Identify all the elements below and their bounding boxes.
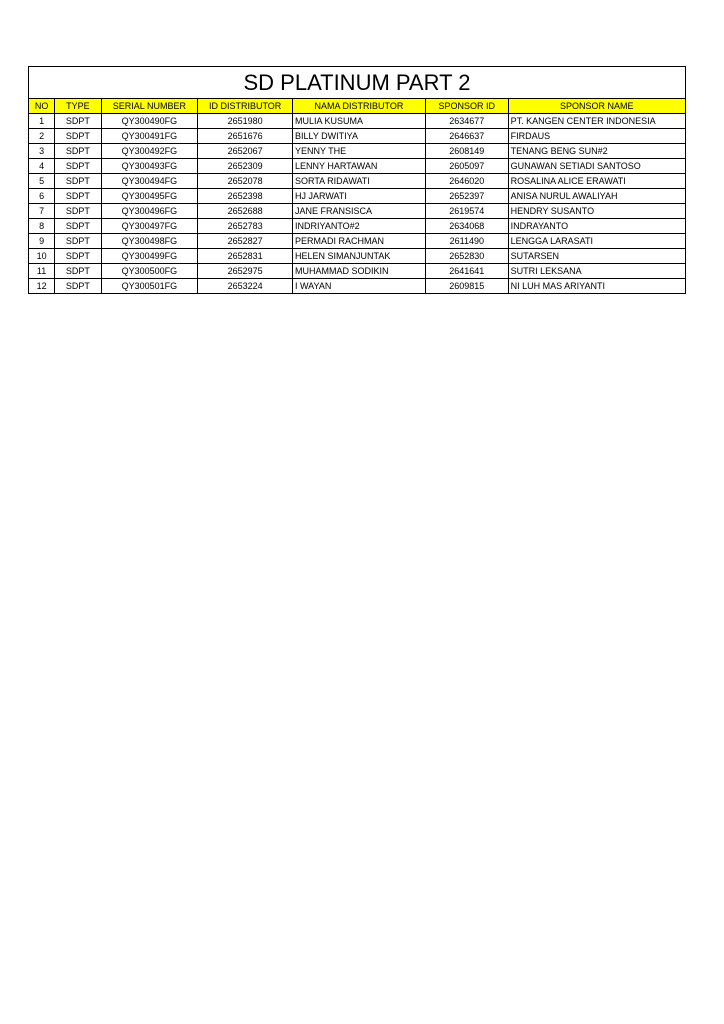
cell-no: 12 (29, 279, 55, 294)
cell-no: 9 (29, 234, 55, 249)
header-type: TYPE (55, 99, 101, 114)
table-body (29, 114, 686, 294)
cell-sponsor-id: 2652830 (425, 249, 508, 264)
cell-serial-number: QY300490FG (101, 114, 198, 129)
table-row (29, 204, 686, 219)
cell-type: SDPT (55, 174, 101, 189)
cell-sponsor-id: 2646020 (425, 174, 508, 189)
cell-serial-number: QY300491FG (101, 129, 198, 144)
table-row (29, 249, 686, 264)
cell-sponsor-id: 2652397 (425, 189, 508, 204)
cell-no: 3 (29, 144, 55, 159)
cell-no: 1 (29, 114, 55, 129)
cell-serial-number: QY300492FG (101, 144, 198, 159)
cell-serial-number: QY300498FG (101, 234, 198, 249)
table-row (29, 264, 686, 279)
cell-sponsor-id: 2634677 (425, 114, 508, 129)
cell-sponsor-name: NI LUH MAS ARIYANTI (508, 279, 685, 294)
cell-id-distributor: 2653224 (198, 279, 293, 294)
cell-no: 7 (29, 204, 55, 219)
cell-sponsor-name: LENGGA LARASATI (508, 234, 685, 249)
cell-id-distributor: 2652398 (198, 189, 293, 204)
cell-sponsor-name: SUTARSEN (508, 249, 685, 264)
cell-sponsor-name: PT. KANGEN CENTER INDONESIA (508, 114, 685, 129)
cell-no: 2 (29, 129, 55, 144)
header-id-distributor: ID DISTRIBUTOR (198, 99, 293, 114)
cell-type: SDPT (55, 129, 101, 144)
header-no: NO (29, 99, 55, 114)
cell-serial-number: QY300500FG (101, 264, 198, 279)
cell-serial-number: QY300497FG (101, 219, 198, 234)
cell-type: SDPT (55, 249, 101, 264)
cell-sponsor-id: 2619574 (425, 204, 508, 219)
cell-sponsor-name: INDRAYANTO (508, 219, 685, 234)
cell-nama-distributor: JANE FRANSISCA (292, 204, 425, 219)
cell-type: SDPT (55, 159, 101, 174)
page-title: SD PLATINUM PART 2 (29, 67, 686, 99)
cell-nama-distributor: I WAYAN (292, 279, 425, 294)
cell-nama-distributor: HJ JARWATI (292, 189, 425, 204)
table-row (29, 114, 686, 129)
cell-nama-distributor: MUHAMMAD SODIKIN (292, 264, 425, 279)
cell-nama-distributor: SORTA RIDAWATI (292, 174, 425, 189)
cell-type: SDPT (55, 279, 101, 294)
cell-sponsor-id: 2646637 (425, 129, 508, 144)
cell-id-distributor: 2652309 (198, 159, 293, 174)
header-nama-distributor: NAMA DISTRIBUTOR (292, 99, 425, 114)
cell-type: SDPT (55, 219, 101, 234)
cell-nama-distributor: HELEN SIMANJUNTAK (292, 249, 425, 264)
cell-id-distributor: 2651980 (198, 114, 293, 129)
cell-sponsor-id: 2611490 (425, 234, 508, 249)
cell-no: 8 (29, 219, 55, 234)
cell-sponsor-name: SUTRI LEKSANA (508, 264, 685, 279)
cell-serial-number: QY300496FG (101, 204, 198, 219)
cell-sponsor-name: GUNAWAN SETIADI SANTOSO (508, 159, 685, 174)
header-sponsor-name: SPONSOR NAME (508, 99, 685, 114)
cell-sponsor-name: TENANG BENG SUN#2 (508, 144, 685, 159)
table-row (29, 189, 686, 204)
cell-id-distributor: 2652827 (198, 234, 293, 249)
header-sponsor-id: SPONSOR ID (425, 99, 508, 114)
cell-serial-number: QY300499FG (101, 249, 198, 264)
cell-type: SDPT (55, 264, 101, 279)
cell-nama-distributor: BILLY DWITIYA (292, 129, 425, 144)
cell-sponsor-id: 2609815 (425, 279, 508, 294)
cell-nama-distributor: INDRIYANTO#2 (292, 219, 425, 234)
cell-serial-number: QY300494FG (101, 174, 198, 189)
table-row (29, 174, 686, 189)
cell-id-distributor: 2651676 (198, 129, 293, 144)
table-row (29, 234, 686, 249)
cell-type: SDPT (55, 144, 101, 159)
cell-type: SDPT (55, 234, 101, 249)
cell-sponsor-name: HENDRY SUSANTO (508, 204, 685, 219)
cell-serial-number: QY300501FG (101, 279, 198, 294)
cell-id-distributor: 2652783 (198, 219, 293, 234)
cell-sponsor-name: ROSALINA ALICE ERAWATI (508, 174, 685, 189)
cell-sponsor-id: 2634068 (425, 219, 508, 234)
cell-sponsor-name: ANISA NURUL AWALIYAH (508, 189, 685, 204)
cell-no: 10 (29, 249, 55, 264)
cell-nama-distributor: LENNY HARTAWAN (292, 159, 425, 174)
cell-nama-distributor: MULIA KUSUMA (292, 114, 425, 129)
cell-sponsor-id: 2641641 (425, 264, 508, 279)
table-row (29, 144, 686, 159)
table-row (29, 159, 686, 174)
cell-no: 6 (29, 189, 55, 204)
table-row (29, 279, 686, 294)
cell-type: SDPT (55, 114, 101, 129)
cell-nama-distributor: PERMADI RACHMAN (292, 234, 425, 249)
cell-type: SDPT (55, 189, 101, 204)
cell-sponsor-id: 2605097 (425, 159, 508, 174)
cell-no: 4 (29, 159, 55, 174)
cell-type: SDPT (55, 204, 101, 219)
table-header-row (29, 99, 686, 114)
cell-id-distributor: 2652975 (198, 264, 293, 279)
cell-id-distributor: 2652078 (198, 174, 293, 189)
cell-no: 5 (29, 174, 55, 189)
cell-sponsor-id: 2608149 (425, 144, 508, 159)
cell-sponsor-name: FIRDAUS (508, 129, 685, 144)
header-serial-number: SERIAL NUMBER (101, 99, 198, 114)
table-row (29, 219, 686, 234)
cell-id-distributor: 2652688 (198, 204, 293, 219)
cell-nama-distributor: YENNY THE (292, 144, 425, 159)
cell-id-distributor: 2652067 (198, 144, 293, 159)
distributor-table (28, 66, 686, 294)
cell-id-distributor: 2652831 (198, 249, 293, 264)
cell-serial-number: QY300493FG (101, 159, 198, 174)
cell-no: 11 (29, 264, 55, 279)
table-row (29, 129, 686, 144)
cell-serial-number: QY300495FG (101, 189, 198, 204)
